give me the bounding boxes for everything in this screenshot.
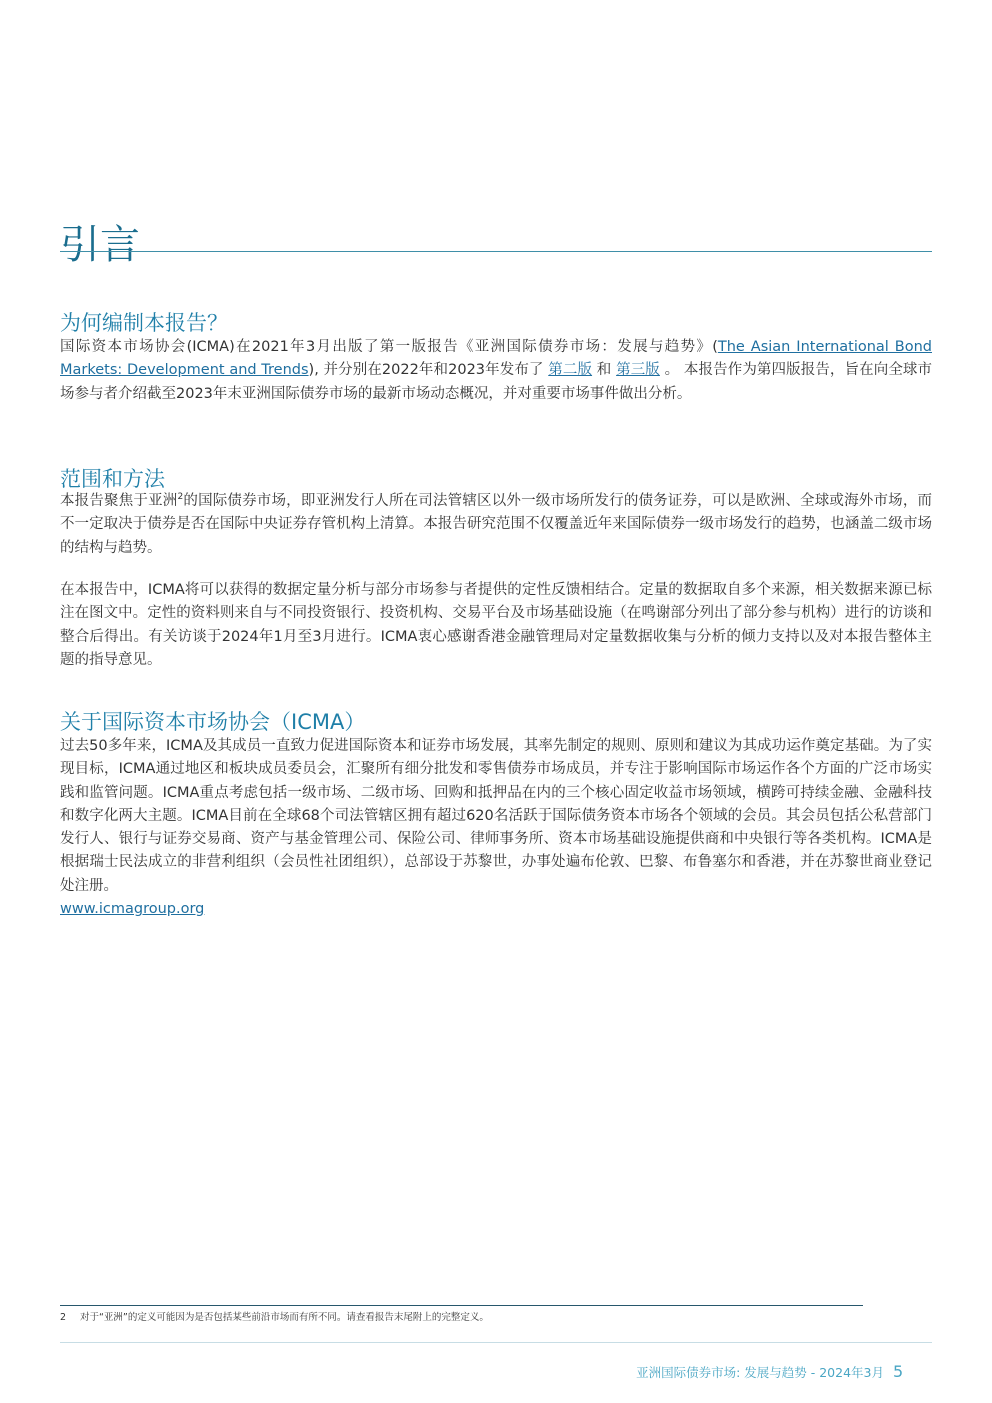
footnote-divider [60,1305,863,1306]
section-heading-about-icma: 关于国际资本市场协会（ICMA） [60,710,366,735]
footnote-number: 2 [60,1312,67,1323]
link-icma-website[interactable]: www.icmagroup.org [60,901,205,918]
section-heading-scope-method: 范围和方法 [60,467,165,492]
paragraph-scope [60,490,932,560]
paragraph-method: 在本报告中，ICMA将可以获得的数据定量分析与部分市场参与者提供的定性反馈相结合。定量的数据取自多个来源，相关数据来源已标注在图文中。定性的资料则来自与不同投资银行、投资机构、交易平台及市场基础设施（在鸣谢部分列出了部分参与机构）进行的访谈和整合后得出。有关访谈于2024年1月至3月进行。ICMA衷心感谢香港金融管理局对定量数据收集与分析的倾力支持以及对本报告整体主题的指导意见。 [60,582,932,668]
paragraph-why-report [60,336,932,406]
paragraph-text: 本报告聚焦于亚洲 [60,493,178,509]
title-divider [60,251,932,252]
paragraph-about-icma [60,735,932,921]
footer-divider [60,1342,932,1343]
footnote-marker[interactable]: 2 [177,492,184,503]
paragraph-text: 。 本报告作为第四版报告，旨在向全球市场参与者介绍截至2023年末亚洲国际债券市场的最新市场动态概况，并对重要市场事件做出分析。 [60,362,933,402]
link-second-edition[interactable]: 第二版 [548,362,593,379]
footnote-text: 对于“亚洲”的定义可能因为是否包括某些前沿市场而有所不同。请查看报告末尾附上的完整定义。 [80,1312,489,1323]
paragraph-text: 过去50多年来，ICMA及其成员一直致力促进国际资本和证券市场发展，其率先制定的规则、原则和建议为其成功运作奠定基础。为了实现目标，ICMA通过地区和板块成员委员会，汇聚所有细分批发和零售债券市场成员，并专注于影响国际市场运作各个方面的广泛市场实践和监管问题。ICMA重点考虑包括一级市场、二级市场、回购和抵押品在内的三个核心固定收益市场领域，横跨可持续金融、金融科技和数字化两大主题。ICMA目前在全球68个司法管辖区拥有超过620名活跃于国际债务资本市场各个领域的会员。其会员包括公私营部门发行人、银行与证券交易商、资产与基金管理公司、保险公司、律师事务所、资本市场基础设施提供商和中央银行等各类机构。ICMA是根据瑞士民法成立的非营利组织（会员性社团组织），总部设于苏黎世，办事处遍布伦敦、巴黎、布鲁塞尔和香港，并在苏黎世商业登记处注册。 [60,738,932,894]
link-third-edition[interactable]: 第三版 [616,362,660,379]
paragraph-text: 的国际债券市场，即亚洲发行人所在司法管辖区以外一级市场所发行的债务证券，可以是欧洲、全球或海外市场，而不一定取决于债券是否在国际中央证券存管机构上清算。本报告研究范围不仅覆盖近年来国际债券一级市场发行的趋势，也涵盖二级市场的结构与趋势。 [60,493,933,556]
page-title: 引言 [60,221,140,268]
footer-report-title: 亚洲国际债券市场: 发展与趋势 - 2024年3月 [636,1365,884,1380]
section-heading-why-report: 为何编制本报告？ [60,311,228,336]
paragraph-text: 国际资本市场协会(ICMA)在2021年3月出版了第一版报告《亚洲国际债券市场：发展与趋势》( [60,339,718,355]
footnote [60,1311,489,1325]
paragraph-text: 和 [592,362,617,379]
link-english-report[interactable]: The Asian International Bond Markets: Development and Trends [60,339,932,379]
paragraph-text: ), 并分别在2022年和2023年发布了 [308,362,549,379]
page-number: 5 [893,1362,904,1381]
